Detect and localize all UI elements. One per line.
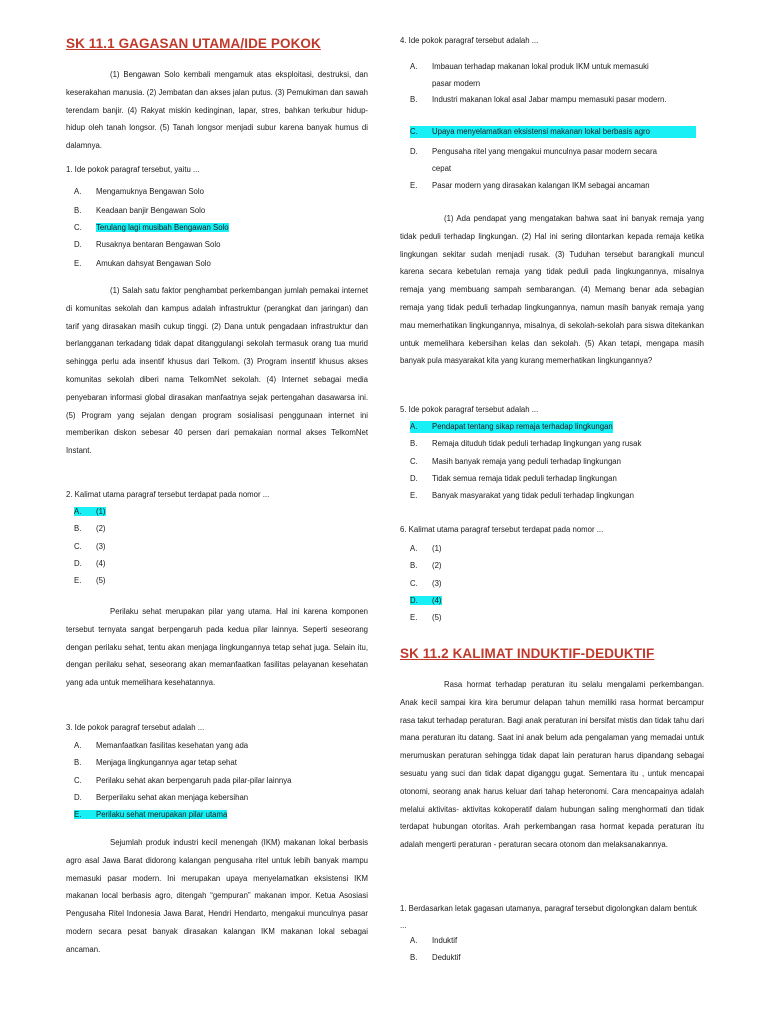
paragraph-6: Rasa hormat terhadap peraturan itu selalu mengalami perkembangan. Anak kecil sampai kira kira berumur delapan tahun memiliki rasa hormat bercampur rasa takut terhadap peraturan. Bagi anak peraturan ini bersifat mistis dan tidak tahu dari mana peraturan itu datang. Saat ini anak belum ada pengalaman yang memadai untuk merumuskan peraturan sehingga tidak dapat lain peraturan harus dipandang sebagai sesuatu yang suci dan tidak dapat diganggu gugat. Sementara itu , untuk mencapai otonomi, seorang anak harus keluar dari tahap heteronomi. Cara mencapainya adalah melalui aktivitas- aktivitas kokoperatif dalam hubungan saling menghormati dan tidak terdapat hubungan otoritas. Arah perkembangan rasa hormat kepada peraturan itu adalah mengerti peraturan - peraturan secara otonom dan melaksanakannya. [400, 680, 704, 850]
option-4b[interactable]: B. Industri makanan lokal asal Jabar mampu memasuki pasar modern. [410, 91, 670, 108]
option-6e[interactable]: E. (5) [410, 613, 442, 622]
option-1a[interactable]: A. Mengamuknya Bengawan Solo [74, 187, 204, 196]
option-4e[interactable]: E. Pasar modern yang dirasakan kalangan IKM sebagai ancaman [410, 181, 650, 190]
option-text: Tidak semua remaja tidak peduli terhadap lingkungan [432, 474, 617, 483]
option-text: Deduktif [432, 953, 461, 962]
question-3: 3. Ide pokok paragraf tersebut adalah ... [66, 723, 205, 732]
option-text: Perilaku sehat merupakan pilar utama [96, 810, 228, 819]
question-4: 4. Ide pokok paragraf tersebut adalah ... [400, 36, 539, 45]
option-2c[interactable]: C. (3) [74, 542, 106, 551]
option-6d-highlighted[interactable]: D. (4) [410, 596, 442, 605]
section-heading-1: SK 11.1 GAGASAN UTAMA/IDE POKOK [66, 36, 321, 51]
option-text: (3) [432, 579, 442, 588]
question-6: 6. Kalimat utama paragraf tersebut terdapat pada nomor ... [400, 525, 604, 534]
option-6c[interactable]: C. (3) [410, 579, 442, 588]
paragraph-5: (1) Ada pendapat yang mengatakan bahwa saat ini banyak remaja yang tidak peduli terhadap lingkungan. (2) Hal ini sering dilontarkan kepada remaja ketika lingkungan sekitar sudah menjadi rusak. (3) Tuduhan tersebut barangkali muncul karena secara kebetulan remaja yang tidak peduli pada lingkungannya, misalnya remaja yang membuang sampah sembarangan. (4) Memang benar ada sebagian remaja yang tidak peduli terhadap lingkungannya, namun masih banyak remaja yang mau memerhatikan lingkungannya, misalnya, di sekolah-sekolah para siswa ditekankan untuk memelihara kebersihan kelas dan sekolah. (5) Akan tetapi, mengapa masih banyak pula masyarakat kita yang kurang memerhatikan lingkungannya? [400, 214, 704, 366]
option-4c-highlighted[interactable]: C. Upaya menyelamatkan eksistensi makanan lokal berbasis agro [410, 126, 696, 138]
option-7a[interactable]: A. Induktif [410, 936, 458, 945]
question-7: 1. Berdasarkan letak gagasan utamanya, paragraf tersebut digolongkan dalam bentuk ... [400, 904, 697, 930]
question-2: 2. Kalimat utama paragraf tersebut terdapat pada nomor ... [66, 490, 270, 499]
option-text: Industri makanan lokal asal Jabar mampu memasuki pasar modern. [432, 95, 667, 104]
option-text: Rusaknya bentaran Bengawan Solo [96, 240, 221, 249]
option-4a[interactable]: A. Imbauan terhadap makanan lokal produk IKM untuk memasuki pasar modern [410, 58, 670, 92]
paragraph-4: Sejumlah produk industri kecil menengah (IKM) makanan lokal berbasis agro asal Jawa Barat didorong kalangan pengusaha ritel untuk lebih banyak mampu memasuki pasar modern. Ini merupakan upaya menyelamatkan eksistensi IKM makanan local berbasis agro, ditengah “gempuran” makanan impor. Ketua Asosiasi Pengusaha Ritel Indonesia Jawa Barat, Hendri Hendarto, mengakui munculnya pasar modern secara pesat banyak dirasakan kalangan IKM makanan lokal sebagai ancaman. [66, 838, 368, 954]
option-text: Keadaan banjir Bengawan Solo [96, 206, 206, 215]
paragraph-2: (1) Salah satu faktor penghambat perkembangan jumlah pemakai internet di komunitas sekolah dan kampus adalah infrastruktur (perangkat dan jaringan) dan tarif yang dirasakan masih cukup tinggi. (2) Dana untuk pengadaan infrastruktur dan berlangganan terkadang tidak dapat ditanggulangi sekolah termasuk orang tua murid sehingga perlu ada insentif khusus dari Telkom. (3) Program insentif khusus akses komunitas sekolah diberi nama TelkomNet sekolah. (4) Internet sebagai media penyebaran informasi global dirasakan manfaatnya sejak pertengahan dasawarsa ini. (5) Program yang sejalan dengan program sosialisasi penggunaan internet ini memberikan diskon sebesar 40 persen dari pemakaian normal akses TelkomNet Instant. [66, 286, 368, 456]
option-3a[interactable]: A. Memanfaatkan fasilitas kesehatan yang ada [74, 741, 249, 750]
question-5: 5. Ide pokok paragraf tersebut adalah ... [400, 405, 539, 414]
option-text: (1) [432, 544, 442, 553]
option-text: (1) [96, 507, 106, 516]
option-6a[interactable]: A. (1) [410, 544, 442, 553]
option-text: Terulang lagi musibah Bengawan Solo [96, 223, 229, 232]
option-text: (5) [96, 576, 106, 585]
option-text: (3) [96, 542, 106, 551]
option-5b[interactable]: B. Remaja dituduh tidak peduli terhadap lingkungan yang rusak [410, 439, 642, 448]
paragraph-3: Perilaku sehat merupakan pilar yang utama. Hal ini karena komponen tersebut ternyata sangat berpengaruh pada kedua pilar lainnya. Seperti seseorang dengan perilaku sehat, tentu akan menjaga lingkungannya tetap sehat juga. Selain itu, dengan perilaku sehat, seseorang akan memanfaatkan fasilitas pelayanan kesehatan yang ada untuk memelihara kesehatannya. [66, 607, 368, 688]
option-text: Menjaga lingkungannya agar tetap sehat [96, 758, 237, 767]
option-3d[interactable]: D. Berperilaku sehat akan menjaga kebersihan [74, 793, 249, 802]
option-text: (2) [432, 561, 442, 570]
option-1c-highlighted[interactable]: C. Terulang lagi musibah Bengawan Solo [74, 223, 229, 232]
option-text: Amukan dahsyat Bengawan Solo [96, 259, 211, 268]
option-2a-highlighted[interactable]: A. (1) [74, 507, 106, 516]
option-text: Mengamuknya Bengawan Solo [96, 187, 204, 196]
option-text: Pasar modern yang dirasakan kalangan IKM sebagai ancaman [432, 181, 650, 190]
option-text: Perilaku sehat akan berpengaruh pada pilar-pilar lainnya [96, 776, 292, 785]
option-text: Berperilaku sehat akan menjaga kebersihan [96, 793, 249, 802]
option-5a-highlighted[interactable]: A. Pendapat tentang sikap remaja terhadap lingkungan [410, 422, 613, 431]
option-text: (5) [432, 613, 442, 622]
option-text: Masih banyak remaja yang peduli terhadap lingkungan [432, 457, 621, 466]
option-4d[interactable]: D. Pengusaha ritel yang mengakui munculnya pasar modern secara cepat [410, 143, 670, 177]
option-text: Pengusaha ritel yang mengakui munculnya pasar modern secara cepat [432, 147, 657, 173]
option-text: Imbauan terhadap makanan lokal produk IKM untuk memasuki pasar modern [432, 62, 649, 88]
option-2d[interactable]: D. (4) [74, 559, 106, 568]
option-1d[interactable]: D. Rusaknya bentaran Bengawan Solo [74, 240, 221, 249]
section-heading-2: SK 11.2 KALIMAT INDUKTIF-DEDUKTIF [400, 646, 655, 661]
option-2e[interactable]: E. (5) [74, 576, 106, 585]
option-2b[interactable]: B. (2) [74, 524, 106, 533]
option-1e[interactable]: E. Amukan dahsyat Bengawan Solo [74, 259, 211, 268]
option-1b[interactable]: B. Keadaan banjir Bengawan Solo [74, 206, 206, 215]
option-text: (4) [432, 596, 442, 605]
paragraph-1: (1) Bengawan Solo kembali mengamuk atas eksploitasi, destruksi, dan keserakahan manusia. (2) Jembatan dan akses jalan putus. (3) Pemukiman dan sawah terendam banjir. (4) Rakyat miskin kedinginan, lapar, stres, bahkan terkubur hidup-hidup oleh tanah longsor. (5) Tanah longsor menjadi subur karena banyak humus di dalamnya. [66, 70, 368, 151]
option-5c[interactable]: C. Masih banyak remaja yang peduli terhadap lingkungan [410, 457, 621, 466]
option-text: (2) [96, 524, 106, 533]
option-3c[interactable]: C. Perilaku sehat akan berpengaruh pada pilar-pilar lainnya [74, 776, 292, 785]
option-text: Pendapat tentang sikap remaja terhadap lingkungan [432, 422, 613, 431]
option-text: Memanfaatkan fasilitas kesehatan yang ada [96, 741, 249, 750]
option-7b[interactable]: B. Deduktif [410, 953, 461, 962]
option-5e[interactable]: E. Banyak masyarakat yang tidak peduli terhadap lingkungan [410, 491, 634, 500]
option-text: Banyak masyarakat yang tidak peduli terhadap lingkungan [432, 491, 634, 500]
option-5d[interactable]: D. Tidak semua remaja tidak peduli terhadap lingkungan [410, 474, 617, 483]
option-3b[interactable]: B. Menjaga lingkungannya agar tetap sehat [74, 758, 237, 767]
option-text: Induktif [432, 936, 458, 945]
option-text: Upaya menyelamatkan eksistensi makanan lokal berbasis agro [432, 127, 650, 136]
option-3e-highlighted[interactable]: E. Perilaku sehat merupakan pilar utama [74, 810, 228, 819]
option-6b[interactable]: B. (2) [410, 561, 442, 570]
option-text: (4) [96, 559, 106, 568]
option-text: Remaja dituduh tidak peduli terhadap lingkungan yang rusak [432, 439, 642, 448]
question-1: 1. Ide pokok paragraf tersebut, yaitu ... [66, 165, 200, 174]
